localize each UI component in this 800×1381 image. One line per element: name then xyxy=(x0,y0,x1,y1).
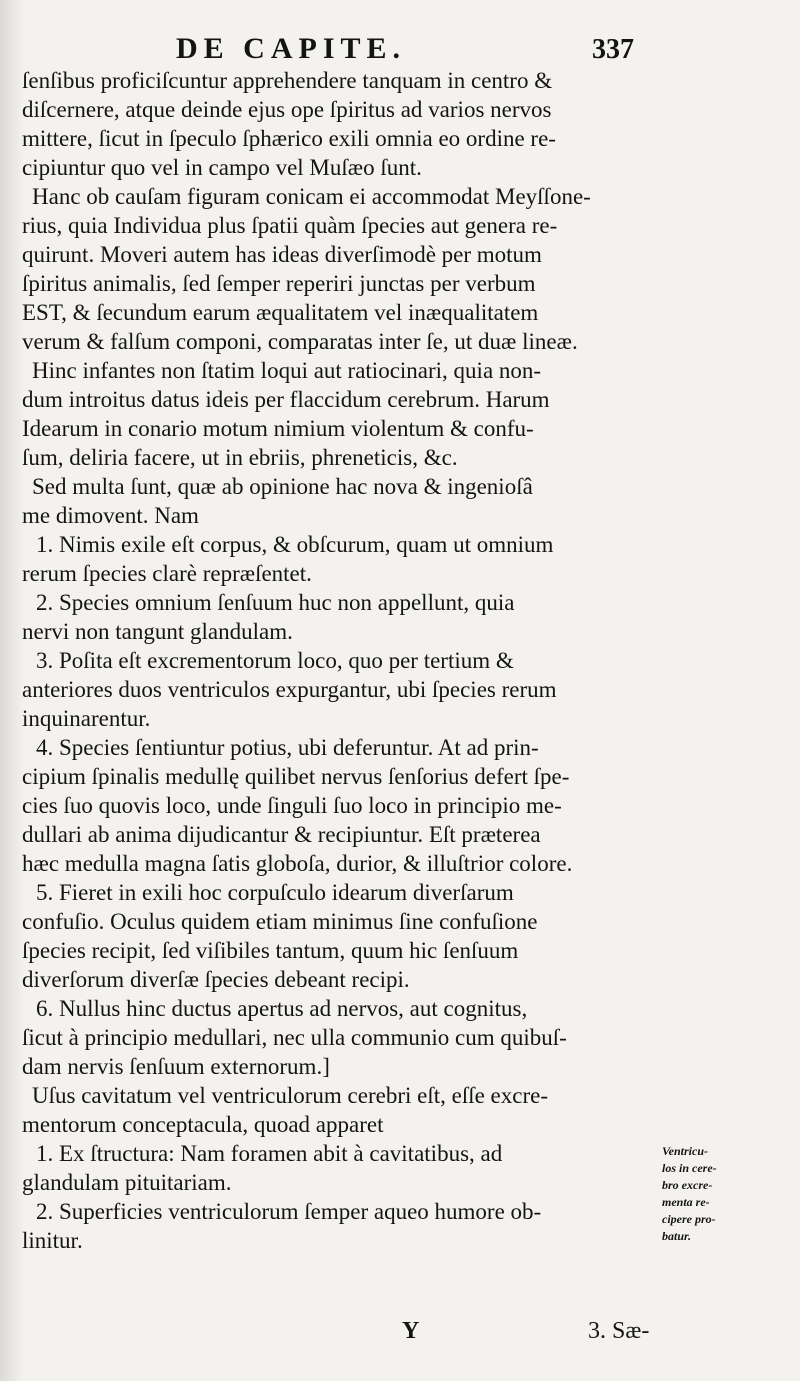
text-line: 1. Ex ſtructura: Nam foramen abit à cavitatibus, ad xyxy=(36,1141,503,1166)
text-line: 4. Species ſentiuntur potius, ubi deferuntur. At ad prin- xyxy=(36,735,539,760)
text-line: Hinc infantes non ſtatim loqui aut ratiocinari, quia non- xyxy=(32,358,542,383)
text-line: anteriores duos ventriculos expurgantur, ubi ſpecies rerum xyxy=(22,677,557,702)
text-line: cipium ſpinalis medullę quilibet nervus ſenſorius defert ſpe- xyxy=(22,764,570,789)
text-line: glandulam pituitariam. xyxy=(22,1170,232,1195)
page-footer xyxy=(0,1318,800,1358)
text-line: 5. Fieret in exili hoc corpuſculo idearum diverſarum xyxy=(36,880,514,905)
text-line: 3. Poſita eſt excrementorum loco, quo per tertium & xyxy=(36,648,514,673)
text-line: ſenſibus proficiſcuntur apprehendere tanquam in centro & xyxy=(22,68,553,93)
text-line: me dimovent. Nam xyxy=(22,503,199,528)
text-line: inquinarentur. xyxy=(22,706,151,731)
text-line: 2. Species omnium ſenſuum huc non appellunt, quia xyxy=(36,590,515,615)
text-line: diverſorum diverſæ ſpecies debeant recipi. xyxy=(22,967,410,992)
body-text xyxy=(22,66,654,1255)
text-line: mittere, ſicut in ſpeculo ſphærico exili omnia eo ordine re- xyxy=(22,126,556,151)
catchword: 3. Sæ- xyxy=(588,1318,650,1344)
text-line: dum introitus datus ideis per flaccidum cerebrum. Harum xyxy=(22,387,550,412)
text-line: linitur. xyxy=(22,1228,83,1253)
signature-mark: Y xyxy=(402,1318,420,1344)
marginal-note-line: los in cere- xyxy=(662,1161,717,1175)
text-line: dullari ab anima dijudicantur & recipiuntur. Eſt præterea xyxy=(22,822,541,847)
marginal-note-line: menta re- xyxy=(662,1195,710,1209)
text-line: rerum ſpecies clarè repræſentet. xyxy=(22,561,312,586)
text-line: Hanc ob cauſam figuram conicam ei accommodat Meyſſone- xyxy=(32,184,591,209)
text-line: diſcernere, atque deinde ejus ope ſpiritus ad varios nervos xyxy=(22,97,552,122)
marginal-note-line: Ventricu- xyxy=(662,1144,709,1158)
text-line: 1. Nimis exile eſt corpus, & obſcurum, quam ut omnium xyxy=(36,532,554,557)
text-line: ſicut à principio medullari, nec ulla communio cum quibuſ- xyxy=(22,1025,567,1050)
text-line: rius, quia Individua plus ſpatii quàm ſpecies aut genera re- xyxy=(22,213,558,238)
marginal-note xyxy=(662,1143,782,1245)
text-line: mentorum conceptacula, quoad apparet xyxy=(22,1112,384,1137)
page-number: 337 xyxy=(592,34,634,65)
text-line: cipiuntur quo vel in campo vel Muſæo ſunt. xyxy=(22,155,422,180)
text-line: quirunt. Moveri autem has ideas diverſimodè per motum xyxy=(22,242,542,267)
marginal-note-line: cipere pro- xyxy=(662,1212,716,1226)
text-line: 6. Nullus hinc ductus apertus ad nervos, aut cognitus, xyxy=(36,996,528,1021)
text-line: Idearum in conario motum nimium violentum & confu- xyxy=(22,416,534,441)
text-line: nervi non tangunt glandulam. xyxy=(22,619,293,644)
text-line: 2. Superficies ventriculorum ſemper aqueo humore ob- xyxy=(36,1199,542,1224)
marginal-note-line: bro excre- xyxy=(662,1178,713,1192)
text-line: Uſus cavitatum vel ventriculorum cerebri eſt, eſſe excre- xyxy=(32,1083,548,1108)
text-line: cies ſuo quovis loco, unde ſinguli ſuo loco in principio me- xyxy=(22,793,562,818)
text-line: ſpecies recipit, ſed viſibiles tantum, quum hic ſenſuum xyxy=(22,938,519,963)
marginal-note-line: batur. xyxy=(662,1229,692,1243)
text-line: Sed multa ſunt, quæ ab opinione hac nova & ingenioſâ xyxy=(32,474,533,499)
text-line: ſpiritus animalis, ſed ſemper reperiri junctas per verbum xyxy=(22,271,536,296)
running-title: DE CAPITE. xyxy=(176,32,407,65)
text-line: hæc medulla magna ſatis globoſa, durior, & illuſtrior colore. xyxy=(22,851,573,876)
text-line: verum & falſum componi, comparatas inter ſe, ut duæ lineæ. xyxy=(22,329,578,354)
text-line: confuſio. Oculus quidem etiam minimus ſine confuſione xyxy=(22,909,538,934)
text-line: dam nervis ſenſuum externorum.] xyxy=(22,1054,330,1079)
text-line: ſum, deliria facere, ut in ebriis, phreneticis, &c. xyxy=(22,445,458,470)
text-line: EST, & ſecundum earum æqualitatem vel inæqualitatem xyxy=(22,300,539,325)
